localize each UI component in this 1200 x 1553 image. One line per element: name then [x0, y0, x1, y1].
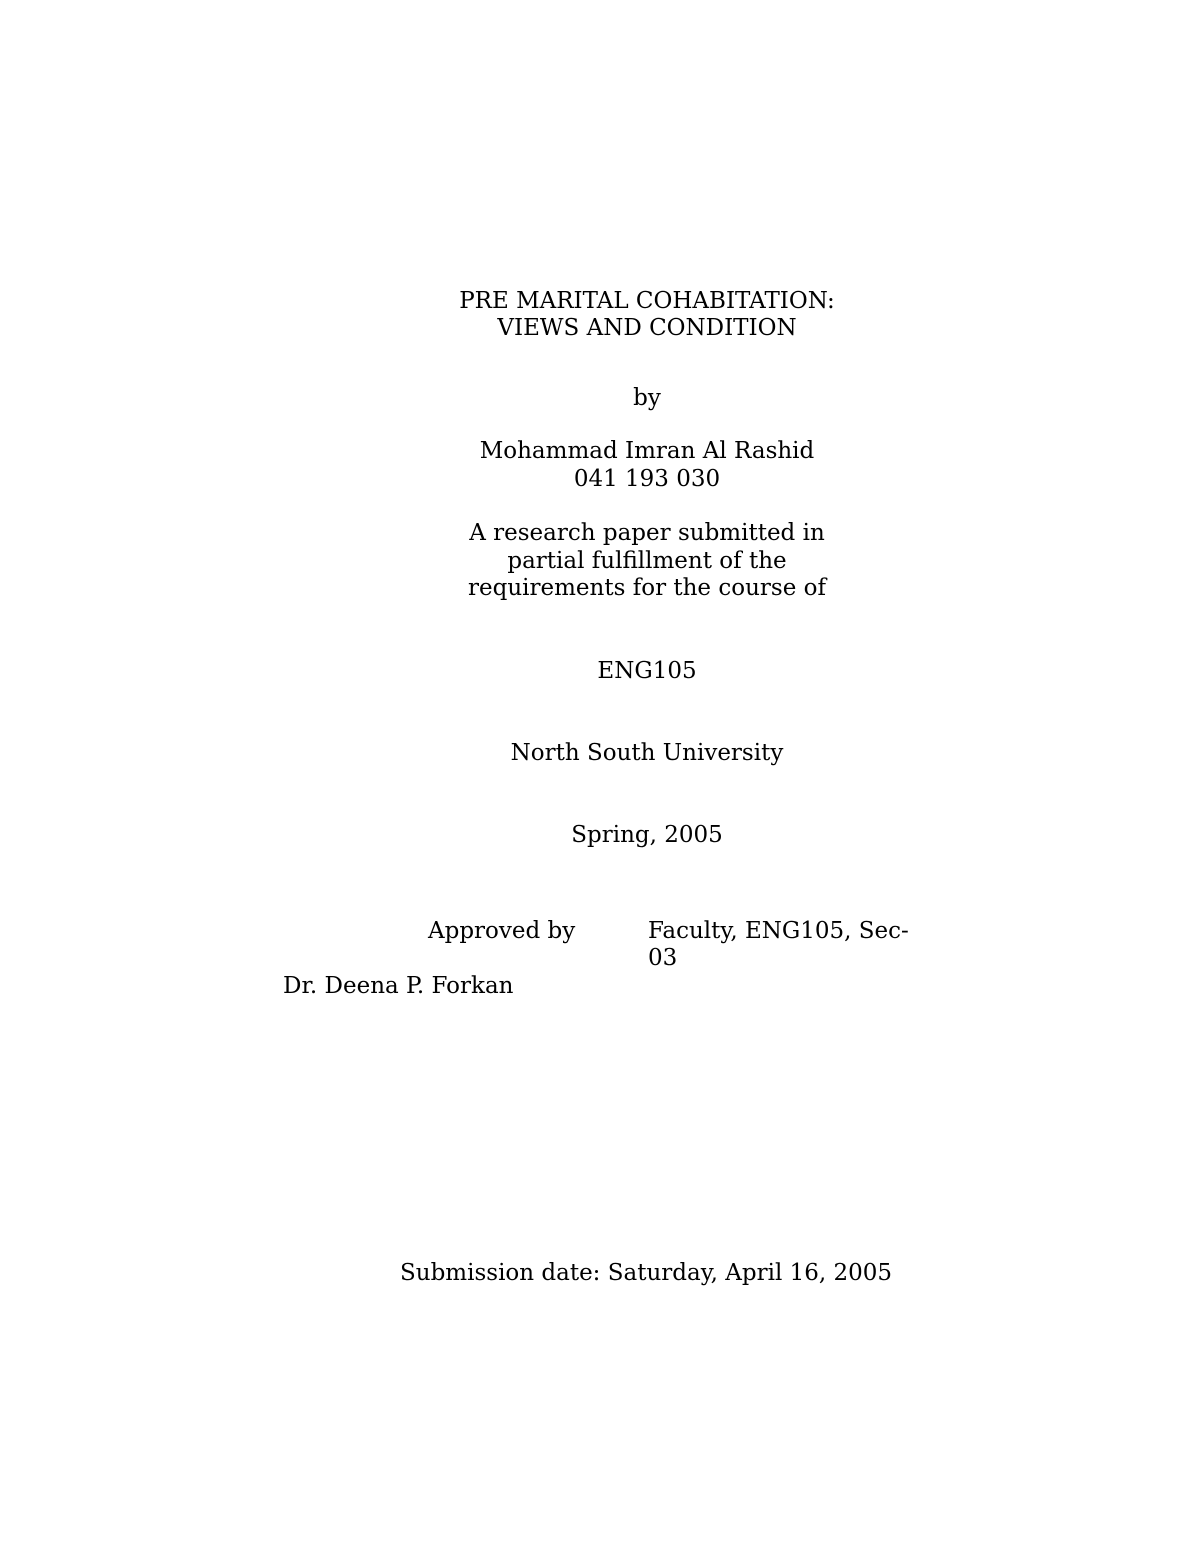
university-name: North South University: [510, 740, 784, 766]
submission-statement-line-3: requirements for the course of: [468, 575, 826, 601]
submission-statement-line-2: partial fulfillment of the: [507, 548, 787, 574]
submission-statement-line-1: A research paper submitted in: [469, 520, 825, 546]
faculty-line-2: 03: [648, 945, 678, 971]
by-label: by: [633, 385, 661, 411]
author-name: Mohammad Imran Al Rashid: [479, 438, 815, 464]
title-line-1: PRE MARITAL COHABITATION:: [459, 288, 835, 314]
approver-name: Dr. Deena P. Forkan: [283, 973, 514, 999]
term: Spring, 2005: [571, 822, 723, 848]
title-line-2: VIEWS AND CONDITION: [497, 315, 797, 341]
approved-by-label: Approved by: [428, 918, 576, 944]
faculty-line-1: Faculty, ENG105, Sec-: [648, 918, 909, 944]
course-code: ENG105: [597, 658, 697, 684]
submission-date: Submission date: Saturday, April 16, 2005: [400, 1260, 893, 1286]
author-id: 041 193 030: [573, 466, 721, 492]
